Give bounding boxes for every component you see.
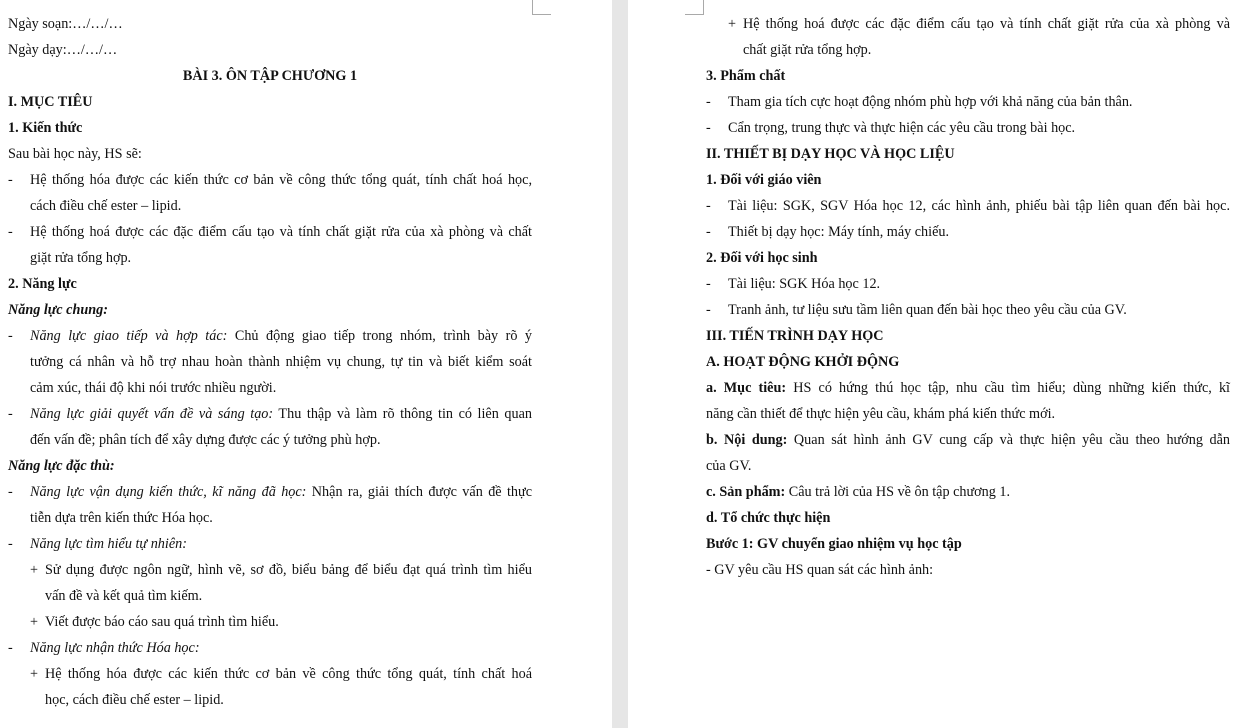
sub-item-plus: + Sử dụng được ngôn ngữ, hình vẽ, sơ đồ, biểu bảng để biểu đạt quá trình tìm hiểu (8, 557, 532, 583)
sub-item-plus-cont: chất giặt rửa tổng hợp. (743, 42, 872, 58)
subheading-knowledge: 1. Kiến thức (8, 120, 83, 136)
subheading-activity-a: A. HOẠT ĐỘNG KHỞI ĐỘNG (706, 354, 900, 370)
term-text: Chủ động giao tiếp trong nhóm, trình bày rõ ý (227, 328, 532, 344)
term-label: Năng lực giao tiếp và hợp tác: (30, 328, 228, 344)
paragraph-product (706, 479, 1230, 505)
paragraph-content (706, 427, 1230, 453)
term-text: HS có hứng thú học tập, nhu cầu tìm hiểu; dùng những kiến thức, kĩ (786, 380, 1230, 396)
document-page-right (628, 0, 1241, 728)
subheading-competence: 2. Năng lực (8, 276, 77, 292)
list-item-knowledge-2: - Hệ thống hoá được các đặc điểm cấu tạo và tính chất giặt rửa của xà phòng và chất (8, 219, 532, 245)
date-prepared: Ngày soạn:…/…/… (8, 16, 123, 32)
page-content (706, 11, 1230, 583)
step-heading: Bước 1: GV chuyển giao nhiệm vụ học tập (706, 536, 962, 552)
term-text: Thu thập và làm rõ thông tin có liên quan (273, 406, 532, 422)
list-item-quality-1: - Tham gia tích cực hoạt động nhóm phù hợp với khả năng của bản thân. (706, 89, 1230, 115)
sub-item-plus-cont: học, cách điều chế ester – lipid. (45, 692, 224, 708)
term-label: Năng lực vận dụng kiến thức, kĩ năng đã học: (30, 484, 307, 500)
list-item-knowledge-2-cont: giặt rửa tổng hợp. (30, 250, 132, 266)
subheading-student: 2. Đối với học sinh (706, 250, 818, 266)
sub-item-plus-cont: vấn đề và kết quả tìm kiếm. (45, 588, 203, 604)
section-heading-objectives: I. MỤC TIÊU (8, 94, 93, 110)
margin-crop-mark (685, 0, 704, 15)
list-item-general-2 (8, 401, 532, 427)
section-heading-equipment: II. THIẾT BỊ DẠY HỌC VÀ HỌC LIỆU (706, 146, 955, 162)
list-item-general-1-cont: cảm xúc, thái độ khi nói trước nhiều người. (30, 380, 277, 396)
list-item-quality-2: - Cẩn trọng, trung thực và thực hiện các yêu cầu trong bài học. (706, 115, 1230, 141)
sub-item-plus: + Viết được báo cáo sau quá trình tìm hiểu. (8, 609, 532, 635)
list-item-specific-1 (8, 479, 532, 505)
paragraph-objective-cont: năng cần thiết để thực hiện yêu cầu, khám phá kiến thức mới. (706, 406, 1056, 422)
paragraph-objective (706, 375, 1230, 401)
term-label: a. Mục tiêu: (706, 380, 787, 396)
subheading-organization: d. Tổ chức thực hiện (706, 510, 831, 526)
list-item-specific-3: - Năng lực nhận thức Hóa học: (8, 635, 532, 661)
list-item-teacher-2: - Thiết bị dạy học: Máy tính, máy chiếu. (706, 219, 1230, 245)
paragraph-step-text: - GV yêu cầu HS quan sát các hình ảnh: (706, 562, 934, 578)
list-item-knowledge-1: - Hệ thống hóa được các kiến thức cơ bản về công thức tổng quát, tính chất hoá học, (8, 167, 532, 193)
section-heading-procedure: III. TIẾN TRÌNH DẠY HỌC (706, 328, 884, 344)
term-text: Câu trả lời của HS về ôn tập chương 1. (785, 484, 1011, 500)
subheading-teacher: 1. Đối với giáo viên (706, 172, 822, 188)
sub-item-plus: + Hệ thống hoá được các đặc điểm cấu tạo và tính chất giặt rửa của xà phòng và (706, 11, 1230, 37)
list-item-specific-1-cont: tiễn dựa trên kiến thức Hóa học. (30, 510, 213, 526)
paragraph-content-cont: của GV. (706, 458, 752, 474)
term-text: Quan sát hình ảnh GV cung cấp và thực hiện yêu cầu theo hướng dẫn (787, 432, 1230, 448)
margin-crop-mark (532, 0, 551, 15)
term-label: b. Nội dung: (706, 432, 788, 448)
list-item-general-1-cont: tưởng cá nhân và hỗ trợ nhau hoàn thành nhiệm vụ chung, tự tin và biết kiểm soát (30, 354, 532, 370)
list-item-student-2: - Tranh ảnh, tư liệu sưu tầm liên quan đến bài học theo yêu cầu của GV. (706, 297, 1230, 323)
paragraph-intro: Sau bài học này, HS sẽ: (8, 146, 142, 162)
list-item-student-1: - Tài liệu: SGK Hóa học 12. (706, 271, 1230, 297)
document-page-left (0, 0, 612, 728)
term-label: Năng lực giải quyết vấn đề và sáng tạo: (30, 406, 274, 422)
term-label: c. Sản phẩm: (706, 484, 786, 500)
lesson-title: BÀI 3. ÔN TẬP CHƯƠNG 1 (182, 68, 358, 84)
page-content (8, 11, 532, 713)
subheading-qualities: 3. Phẩm chất (706, 68, 786, 84)
term-text: Nhận ra, giải thích được vấn đề thực (306, 484, 532, 500)
sub-item-plus: + Hệ thống hóa được các kiến thức cơ bản về công thức tổng quát, tính chất hoá (8, 661, 532, 687)
list-item-knowledge-1-cont: cách điều chế ester – lipid. (30, 198, 182, 214)
list-item-general-1 (8, 323, 532, 349)
list-item-specific-2: - Năng lực tìm hiểu tự nhiên: (8, 531, 532, 557)
subheading-specific-competence: Năng lực đặc thù: (8, 458, 115, 474)
date-taught: Ngày dạy:…/…/… (8, 42, 118, 58)
list-item-teacher-1: - Tài liệu: SGK, SGV Hóa học 12, các hình ảnh, phiếu bài tập liên quan đến bài học. (706, 193, 1230, 219)
subheading-general-competence: Năng lực chung: (8, 302, 108, 318)
list-item-general-2-cont: đến vấn đề; phân tích để xây dựng được các ý tưởng phù hợp. (30, 432, 381, 448)
